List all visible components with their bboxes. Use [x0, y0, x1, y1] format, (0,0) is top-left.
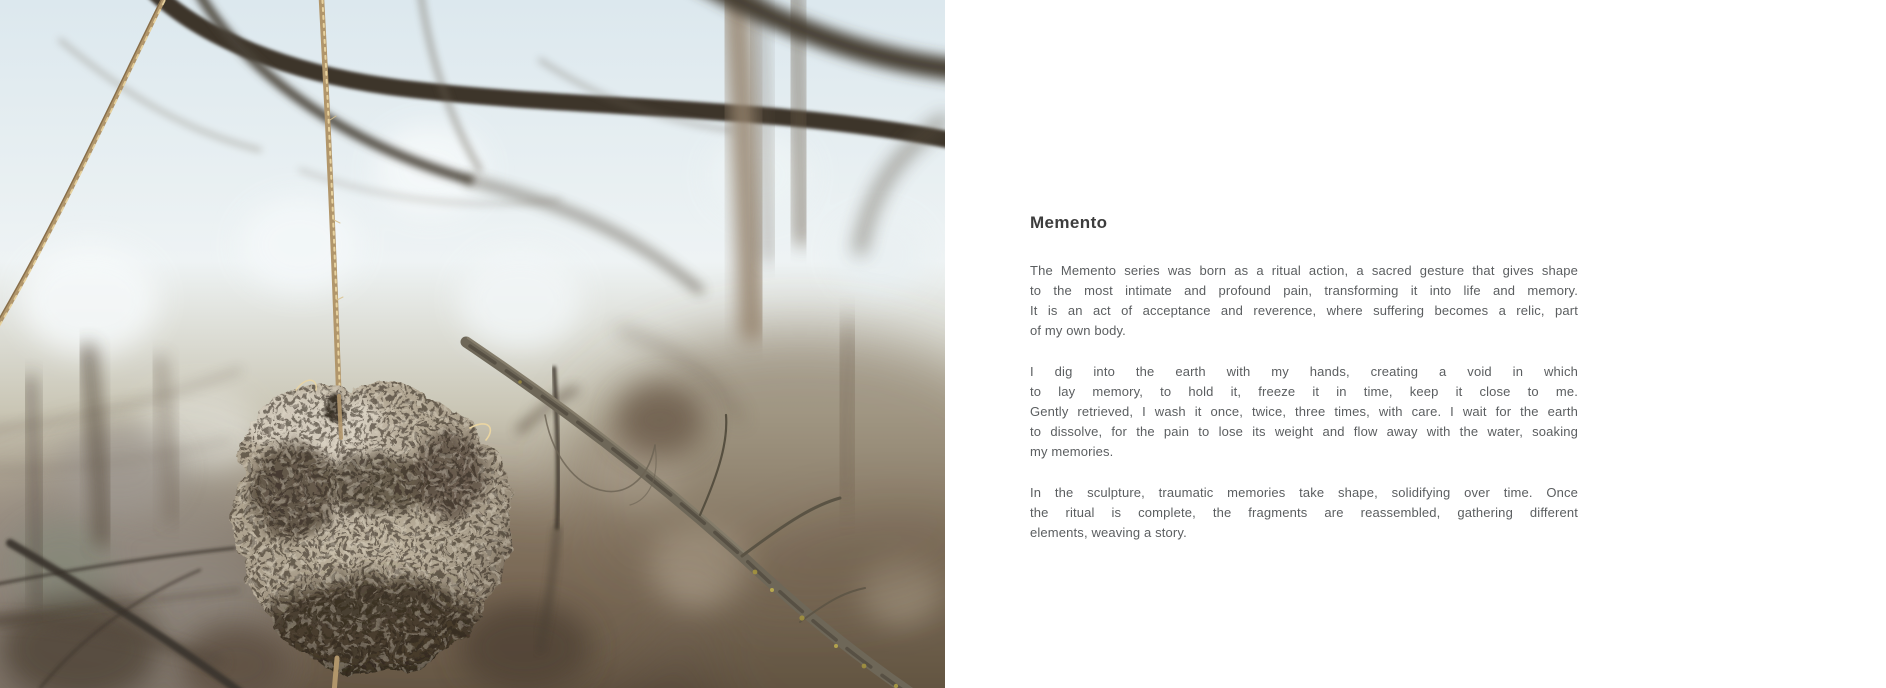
statement-paragraph — [1030, 261, 1578, 341]
statement-paragraph — [1030, 362, 1578, 462]
statement-line: to dissolve, for the pain to lose its weight and flow away with the water, soaking — [1030, 424, 1578, 439]
statement-line: the ritual is complete, the fragments are reassembled, gathering different — [1030, 505, 1578, 520]
statement-line: to lay memory, to hold it, freeze it in time, keep it close to me. — [1030, 384, 1578, 399]
statement-panel — [945, 0, 1886, 688]
statement-paragraph — [1030, 483, 1578, 543]
statement-line: Gently retrieved, I wash it once, twice, three times, with care. I wait for the earth — [1030, 404, 1578, 419]
statement-line: The Memento series was born as a ritual action, a sacred gesture that gives shape — [1030, 263, 1578, 278]
twine-below-stone — [334, 658, 337, 688]
statement-line: my memories. — [1030, 444, 1114, 459]
statement-line: of my own body. — [1030, 323, 1126, 338]
statement-line: to the most intimate and profound pain, transforming it into life and memory. — [1030, 283, 1578, 298]
statement-line: It is an act of acceptance and reverence, where suffering becomes a relic, part — [1030, 303, 1578, 318]
statement-line: In the sculpture, traumatic memories take shape, solidifying over time. Once — [1030, 485, 1578, 500]
page-title: Memento — [1030, 213, 1108, 232]
artist-statement — [1030, 261, 1578, 543]
statement-line: I dig into the earth with my hands, creating a void in which — [1030, 364, 1578, 379]
statement-article — [1030, 213, 1578, 543]
statement-line: elements, weaving a story. — [1030, 525, 1187, 540]
